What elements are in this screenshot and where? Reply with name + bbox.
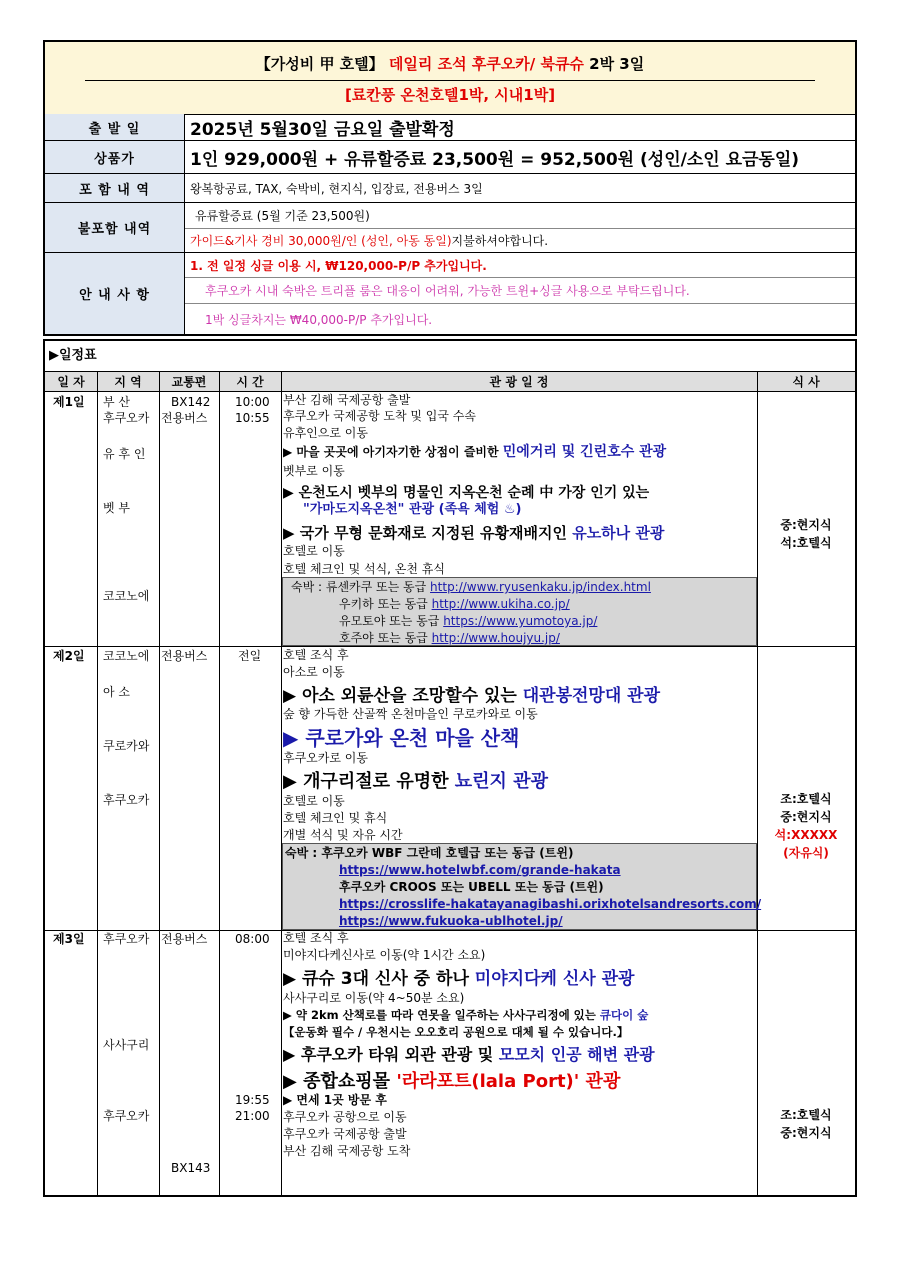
grid-line xyxy=(757,371,758,1197)
day2-region: 아 소 xyxy=(103,685,130,699)
day2-line xyxy=(283,767,548,793)
day2-hotel-title: 숙박 : 후쿠오카 WBF 그란데 호텔급 또는 동급 (트윈) xyxy=(285,846,574,860)
day2-line: 후쿠오카로 이동 xyxy=(283,751,368,765)
day2-line-text: ▶ 아소 외륜산을 조망할수 있는 xyxy=(283,686,523,706)
day2-meal: 석:XXXXX xyxy=(774,828,838,842)
guide-fee-suffix: 지불하셔야합니다. xyxy=(451,234,549,248)
title-divider xyxy=(85,80,815,81)
hotel-link[interactable]: https://www.yumotoya.jp/ xyxy=(443,614,598,628)
product-title xyxy=(45,53,855,74)
title-prefix: 【가성비 甲 호텔】 xyxy=(255,55,384,73)
product-header xyxy=(43,40,857,336)
day2-transport: 전용버스 xyxy=(161,649,208,663)
notice-line2: 후쿠오카 시내 숙박은 트리플 룸은 대응이 어려워, 가능한 트윈+싱글 사용으로 부탁드립니다. xyxy=(185,278,855,304)
day2-label: 제2일 xyxy=(53,649,85,663)
day3-transport: BX143 xyxy=(171,1161,211,1175)
departure-label: 출 발 일 xyxy=(45,114,185,141)
day2-region: 후쿠오카 xyxy=(103,793,150,807)
day3-time: 21:00 xyxy=(235,1109,270,1123)
hotel-name: 호주야 또는 동급 xyxy=(339,631,432,645)
day1-transport: BX142 xyxy=(171,395,211,409)
departure-value: 2025년 5월30일 금요일 출발확정 xyxy=(185,114,855,141)
day2-line: 호텔 체크인 및 휴식 xyxy=(283,811,388,825)
day1-hotel xyxy=(339,629,560,647)
day3-line: 사사구리로 이동(약 4~50분 소요) xyxy=(283,991,465,1005)
day-separator xyxy=(45,930,855,931)
day1-line xyxy=(283,445,666,460)
notice-line3: 1박 싱글차지는 ₩40,000-P/P 추가입니다. xyxy=(205,312,433,327)
exclude-line1: 유류할증료 (5월 기준 23,500원) xyxy=(185,203,855,229)
price-value: 1인 929,000원 + 유류할증료 23,500원 = 952,500원 (성인/소인 요금동일) xyxy=(185,141,855,174)
day1-meal: 중:현지식 xyxy=(780,518,832,532)
day2-region: 코코노에 xyxy=(103,649,150,663)
day2-line: 개별 석식 및 자유 시간 xyxy=(283,828,403,842)
day2-hotel-alt: 후쿠오카 CROOS 또는 UBELL 또는 동급 (트윈) xyxy=(339,880,604,894)
day3-transport: 전용버스 xyxy=(161,932,208,946)
day3-region: 후쿠오카 xyxy=(103,932,150,946)
day3-label: 제3일 xyxy=(53,932,85,946)
day2-meal: 조:호텔식 xyxy=(780,792,832,806)
day2-region: 쿠로카와 xyxy=(103,739,150,753)
include-value: 왕복항공료, TAX, 숙박비, 현지식, 입장료, 전용버스 3일 xyxy=(185,174,855,203)
guide-fee-notice: 가이드&기사 경비 30,000원/인 (성인, 아동 동일) xyxy=(190,234,452,248)
day3-region: 후쿠오카 xyxy=(103,1109,150,1123)
day2-highlight: 뇨린지 관광 xyxy=(454,771,548,792)
hotel-name: 숙박 : 류센카쿠 또는 동급 xyxy=(291,580,431,594)
hotel-link[interactable]: https://www.fukuoka-ublhotel.jp/ xyxy=(339,914,563,928)
day3-highlight: 미야지다케 신사 관광 xyxy=(474,969,635,989)
day1-region: 부 산 xyxy=(103,395,130,409)
day2-meal: 중:현지식 xyxy=(780,810,832,824)
itinerary-heading: ▶일정표 xyxy=(49,348,97,363)
hotel-name: 유모토야 또는 동급 xyxy=(339,614,444,628)
hotel-link[interactable]: http://www.ryusenkaku.jp/index.html xyxy=(430,580,651,594)
title-main: 데일리 조석 후쿠오카/ 북큐슈 xyxy=(388,55,584,73)
day1-meal: 석:호텔식 xyxy=(780,536,832,550)
day3-highlight: 큐다이 숲 xyxy=(599,1008,649,1022)
title-suffix: 2박 3일 xyxy=(589,55,645,73)
hotel-name: 우키하 또는 동급 xyxy=(339,597,432,611)
day3-time: 19:55 xyxy=(235,1093,270,1107)
day1-line: 유후인으로 이동 xyxy=(283,426,368,440)
day1-line: 벳부로 이동 xyxy=(283,464,345,478)
exclude-line2 xyxy=(185,229,855,253)
grid-line xyxy=(97,371,98,1197)
day1-line-text: ▶ 마을 곳곳에 아기자기한 상점이 즐비한 xyxy=(283,445,503,459)
day3-line xyxy=(283,1067,620,1093)
day1-transport: 전용버스 xyxy=(161,411,208,425)
day1-line-text: ▶ 국가 무형 문화재로 지정된 유황재배지인 xyxy=(283,524,573,542)
col-transport: 교통편 xyxy=(159,371,219,392)
day3-region: 사사구리 xyxy=(103,1038,150,1052)
grid-line xyxy=(159,371,160,1197)
day2-line: ▶ 쿠로가와 온천 마을 산책 xyxy=(283,726,520,750)
exclude-label: 불포함 내역 xyxy=(45,203,185,253)
day2-line xyxy=(283,681,660,706)
day1-hotel xyxy=(339,595,570,613)
hotel-link[interactable]: http://www.ukiha.co.jp/ xyxy=(431,597,570,611)
day1-line: 후쿠오카 국제공항 도착 및 입국 수속 xyxy=(283,409,476,423)
notice-line1: 1. 전 일정 싱글 이용 시, ₩120,000-P/P 추가입니다. xyxy=(185,253,855,278)
col-region: 지 역 xyxy=(97,371,159,392)
day1-line: ▶ 온천도시 벳부의 명물인 지옥온천 순례 中 가장 인기 있는 xyxy=(283,485,650,501)
day3-meal: 중:현지식 xyxy=(780,1126,832,1140)
hotel-link[interactable]: https://www.hotelwbf.com/grande-hakata xyxy=(339,863,621,877)
day3-line: ▶ 면세 1곳 방문 후 xyxy=(283,1093,387,1107)
col-meal: 식 사 xyxy=(757,371,855,392)
price-label: 상품가 xyxy=(45,141,185,174)
day3-line xyxy=(283,1008,648,1023)
day3-line-text: ▶ 후쿠오카 타워 외관 관광 및 xyxy=(283,1045,499,1064)
day3-line-text: ▶ 약 2km 산책로를 따라 연못을 일주하는 사사구리정에 있는 xyxy=(283,1008,600,1022)
day1-label: 제1일 xyxy=(53,395,85,409)
notice-label: 안 내 사 항 xyxy=(45,253,185,334)
day2-line: 호텔로 이동 xyxy=(283,794,345,808)
day1-line: "가마도지옥온천" 관광 (족욕 체험 ♨) xyxy=(303,502,522,517)
day2-hotel-box xyxy=(282,843,762,930)
day2-line-text: ▶ 개구리절로 유명한 xyxy=(283,771,455,792)
include-label: 포 함 내 역 xyxy=(45,174,185,203)
day2-line: 숲 향 가득한 산골짝 온천마을인 쿠로카와로 이동 xyxy=(283,707,538,721)
day1-line: 호텔 체크인 및 석식, 온천 휴식 xyxy=(283,562,445,576)
col-day: 일 자 xyxy=(45,371,97,392)
day1-line: 호텔로 이동 xyxy=(283,544,345,558)
day1-line xyxy=(283,522,664,543)
grid-line xyxy=(219,371,220,1197)
day2-line: 아소로 이동 xyxy=(283,665,345,679)
day3-line-text: ▶ 큐슈 3대 신사 중 하나 xyxy=(283,969,475,989)
day3-line: 【운동화 필수 / 우천시는 오오호리 공원으로 대체 될 수 있습니다.】 xyxy=(283,1025,629,1039)
day1-region: 벳 부 xyxy=(103,501,130,515)
day3-time: 08:00 xyxy=(235,932,270,946)
day1-highlight: 민에거리 및 긴린호수 관광 xyxy=(502,444,667,460)
day3-highlight: 모모치 인공 해변 관광 xyxy=(498,1045,655,1064)
itinerary-table xyxy=(43,339,857,1197)
product-subtitle: [료칸풍 온천호텔1박, 시내1박] xyxy=(344,86,556,104)
day3-line: 미야지다케신사로 이동(약 1시간 소요) xyxy=(283,948,486,962)
day1-hotel xyxy=(339,612,597,630)
day1-region: 코코노에 xyxy=(103,589,150,603)
day1-highlight: 유노하나 관광 xyxy=(572,524,665,542)
day1-hotel-box xyxy=(282,577,757,646)
day1-hotel xyxy=(291,578,651,596)
day3-line: 호텔 조식 후 xyxy=(283,931,349,945)
day1-time: 10:00 xyxy=(235,395,270,409)
day3-line xyxy=(283,1042,655,1065)
day3-line: 후쿠오카 국제공항 출발 xyxy=(283,1127,407,1141)
day3-highlight: '라라포트(lala Port)' 관광 xyxy=(396,1071,621,1092)
day2-time: 전일 xyxy=(238,649,262,663)
day2-meal: (자유식) xyxy=(783,846,829,860)
col-schedule: 관 광 일 정 xyxy=(281,371,757,392)
day2-line: 호텔 조식 후 xyxy=(283,648,349,662)
day1-region: 후쿠오카 xyxy=(103,411,150,425)
hotel-link[interactable]: http://www.houjyu.jp/ xyxy=(431,631,560,645)
hotel-link[interactable]: https://crosslife-hakatayanagibashi.orixhotelsandresorts.com/ xyxy=(339,897,762,911)
day2-highlight: 대관봉전망대 관광 xyxy=(522,686,661,706)
day3-line-text: ▶ 종합쇼핑몰 xyxy=(283,1071,397,1092)
day3-line: 부산 김해 국제공항 도착 xyxy=(283,1144,411,1158)
day3-line xyxy=(283,964,634,989)
grid-line xyxy=(281,371,282,1197)
day1-region: 유 후 인 xyxy=(103,447,146,461)
day1-line: 부산 김해 국제공항 출발 xyxy=(283,393,411,407)
day3-line: 후쿠오카 공항으로 이동 xyxy=(283,1110,407,1124)
title-area xyxy=(45,42,855,115)
col-time: 시 간 xyxy=(219,371,281,392)
day1-time: 10:55 xyxy=(235,411,270,425)
day3-meal: 조:호텔식 xyxy=(780,1108,832,1122)
